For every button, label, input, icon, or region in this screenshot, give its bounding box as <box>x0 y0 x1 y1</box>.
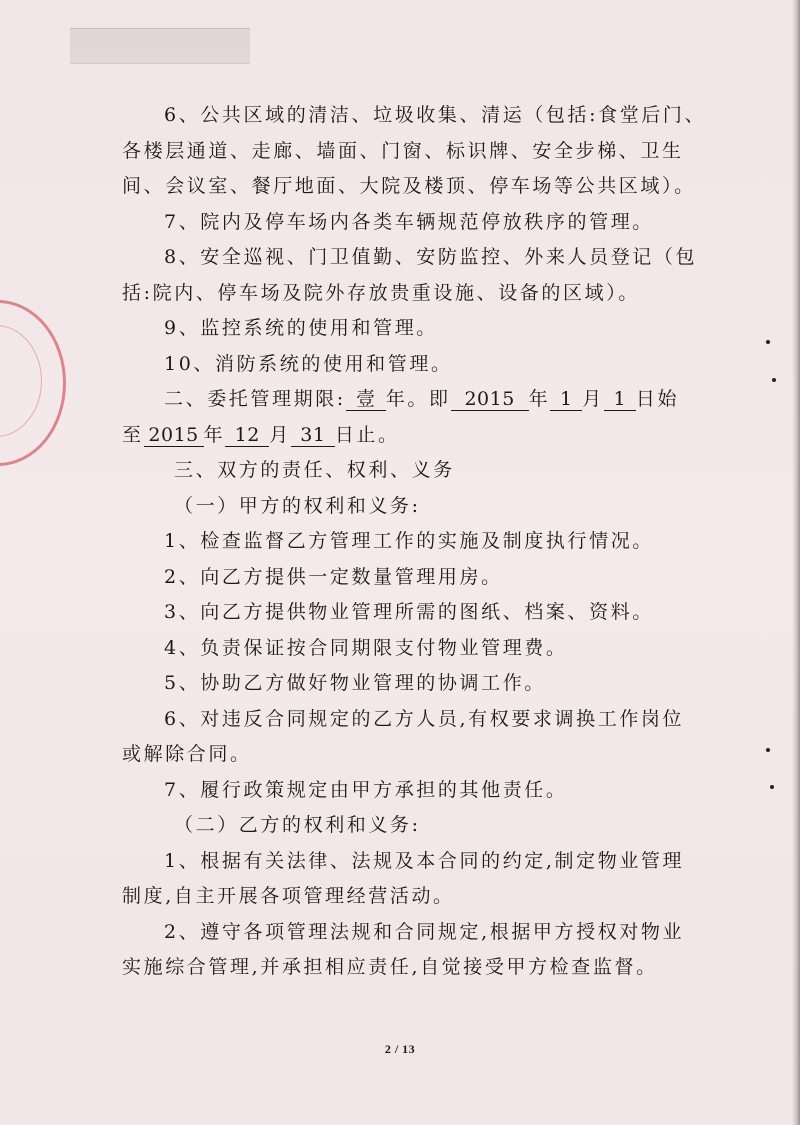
text-line: 间、会议室、餐厅地面、大院及楼顶、停车场等公共区域）。 <box>122 175 696 197</box>
start-year-field: 2015 <box>451 388 529 411</box>
to-char: 至 <box>122 423 144 446</box>
day-start-text: 日始 <box>635 388 680 410</box>
month-char: 月 <box>269 423 291 446</box>
text-line: 各楼层通道、走廊、墙面、门窗、标识牌、安全步梯、卫生 <box>122 139 684 162</box>
section-heading: 三、双方的责任、权利、义务 <box>174 459 455 481</box>
end-year-field: 2015 <box>144 424 204 447</box>
list-item-continuation: 制度,自主开展各项管理经营活动。 <box>122 885 455 907</box>
term-years-field: 壹 <box>346 388 386 411</box>
scan-speck <box>766 748 770 752</box>
text-line: 7、院内及停车场内各类车辆规范停放秩序的管理。 <box>164 210 654 233</box>
scan-speck <box>766 340 770 344</box>
text-line: 括:院内、停车场及院外存放贵重设施、设备的区域）。 <box>122 281 640 304</box>
term-line <box>122 382 682 418</box>
text-line: 9、监控系统的使用和管理。 <box>164 317 438 339</box>
year-char: 年 <box>528 388 551 410</box>
end-month-field: 12 <box>225 424 269 447</box>
list-item: 1、检查监督乙方管理工作的实施及制度执行情况。 <box>164 530 654 552</box>
scan-edge-shadow <box>792 0 800 1125</box>
subsection-heading: （二）乙方的权利和义务: <box>174 814 421 836</box>
list-item: 1、根据有关法律、法规及本合同的约定,制定物业管理 <box>164 849 685 872</box>
list-item: 2、向乙方提供一定数量管理用房。 <box>164 565 503 588</box>
subsection-heading: （一）甲方的权利和义务: <box>174 494 421 517</box>
list-item: 6、对违反合同规定的乙方人员,有权要求调换工作岗位 <box>164 707 685 730</box>
list-item-continuation: 或解除合同。 <box>122 743 252 765</box>
end-day-field: 31 <box>291 424 335 447</box>
text-line: 8、安全巡视、门卫值勤、安防监控、外来人员登记（包 <box>164 246 698 268</box>
list-item: 7、履行政策规定由甲方承担的其他责任。 <box>164 778 568 801</box>
page-number: 2 / 13 <box>384 1042 416 1056</box>
list-item: 3、向乙方提供物业管理所需的图纸、档案、资料。 <box>164 601 654 623</box>
term-label: 二、委托管理期限: <box>164 388 346 410</box>
scan-speck <box>772 378 776 382</box>
list-item: 2、遵守各项管理法规和合同规定,根据甲方授权对物业 <box>164 920 685 943</box>
term-line <box>122 418 682 454</box>
day-end-text: 日止。 <box>334 423 400 446</box>
text-line: 6、公共区域的清洁、垃圾收集、清运（包括:食堂后门、 <box>164 104 707 126</box>
term-year-unit: 年。即 <box>385 388 451 410</box>
list-item-continuation: 实施综合管理,并承担相应责任,自觉接受甲方检查监督。 <box>122 956 658 978</box>
list-item: 5、协助乙方做好物业管理的协调工作。 <box>164 672 546 694</box>
scan-header-band <box>70 28 250 64</box>
list-item: 4、负责保证按合同期限支付物业管理费。 <box>164 636 568 659</box>
start-day-field: 1 <box>604 388 636 411</box>
year-char: 年 <box>203 423 226 446</box>
scan-speck <box>770 785 774 789</box>
document-body <box>122 98 707 986</box>
text-line: 10、消防系统的使用和管理。 <box>164 352 453 375</box>
month-char: 月 <box>582 388 604 410</box>
start-month-field: 1 <box>550 388 582 411</box>
